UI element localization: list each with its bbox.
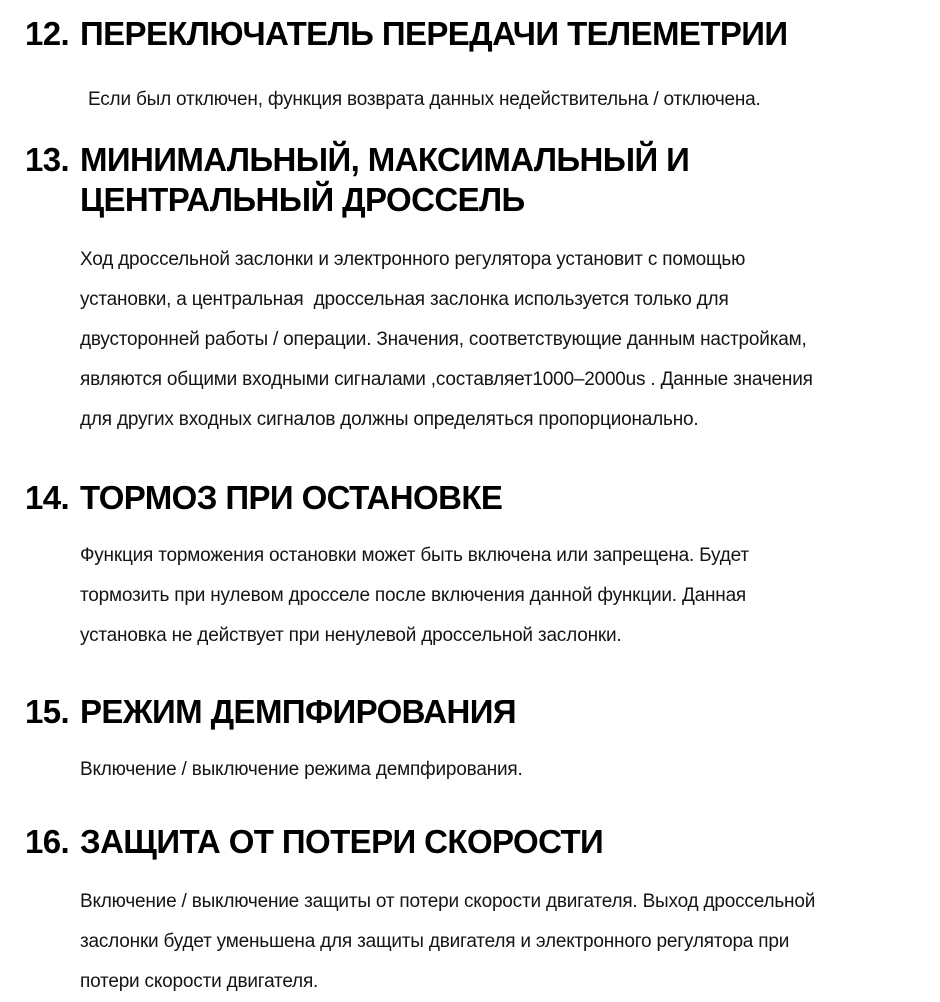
section-number: 15. — [25, 693, 70, 730]
heading-line: ЗАЩИТА ОТ ПОТЕРИ СКОРОСТИ — [80, 823, 604, 860]
section-15-damping-mode — [25, 692, 910, 790]
paragraph-line: установка не действует при ненулевой дроссельной заслонки. — [80, 625, 622, 646]
heading-line: РЕЖИМ ДЕМПФИРОВАНИЯ — [80, 693, 516, 730]
section-number: 16. — [25, 823, 70, 860]
section-title — [80, 478, 910, 518]
section-paragraph — [80, 240, 910, 440]
section-paragraph — [80, 536, 910, 656]
section-paragraph — [80, 882, 910, 1002]
paragraph-line: Включение / выключение режима демпфирования. — [80, 759, 523, 780]
section-12-telemetry-switch — [25, 14, 910, 120]
section-14-brake-on-stop — [25, 478, 910, 656]
section-title — [80, 14, 910, 54]
paragraph-line: для других входных сигналов должны определяться пропорционально. — [80, 409, 699, 430]
section-heading — [25, 14, 910, 54]
paragraph-line: Если был отключен, функция возврата данных недействительна / отключена. — [88, 89, 761, 110]
section-16-stall-protection — [25, 822, 910, 1002]
paragraph-line: заслонки будет уменьшена для защиты двигателя и электронного регулятора при — [80, 931, 790, 952]
paragraph-line: тормозить при нулевом дросселе после включения данной функции. Данная — [80, 585, 747, 606]
section-paragraph — [80, 750, 910, 790]
section-heading — [25, 478, 910, 518]
paragraph-line: Включение / выключение защиты от потери скорости двигателя. Выход дроссельной — [80, 891, 816, 912]
section-title — [80, 692, 910, 732]
heading-line: ПЕРЕКЛЮЧАТЕЛЬ ПЕРЕДАЧИ ТЕЛЕМЕТРИИ — [80, 15, 788, 52]
heading-line: МИНИМАЛЬНЫЙ, МАКСИМАЛЬНЫЙ И — [80, 141, 690, 178]
section-13-min-max-center-throttle — [25, 140, 910, 440]
section-paragraph — [88, 80, 910, 120]
paragraph-line: Ход дроссельной заслонки и электронного регулятора установит с помощью — [80, 249, 746, 270]
section-title — [80, 140, 910, 220]
section-number: 12. — [25, 15, 70, 52]
paragraph-line: установки, а центральная дроссельная заслонка используется только для — [80, 289, 729, 310]
section-number: 13. — [25, 141, 70, 178]
paragraph-line: являются общими входными сигналами ,составляет1000–2000us . Данные значения — [80, 369, 813, 390]
heading-line: ТОРМОЗ ПРИ ОСТАНОВКЕ — [80, 479, 503, 516]
heading-line: ЦЕНТРАЛЬНЫЙ ДРОССЕЛЬ — [80, 181, 525, 218]
paragraph-line: двусторонней работы / операции. Значения, соответствующие данным настройкам, — [80, 329, 807, 350]
paragraph-line: потери скорости двигателя. — [80, 971, 319, 992]
section-heading — [25, 692, 910, 732]
section-title — [80, 822, 910, 862]
section-heading — [25, 140, 910, 220]
section-number: 14. — [25, 479, 70, 516]
paragraph-line: Функция торможения остановки может быть включена или запрещена. Будет — [80, 545, 749, 566]
section-heading — [25, 822, 910, 862]
